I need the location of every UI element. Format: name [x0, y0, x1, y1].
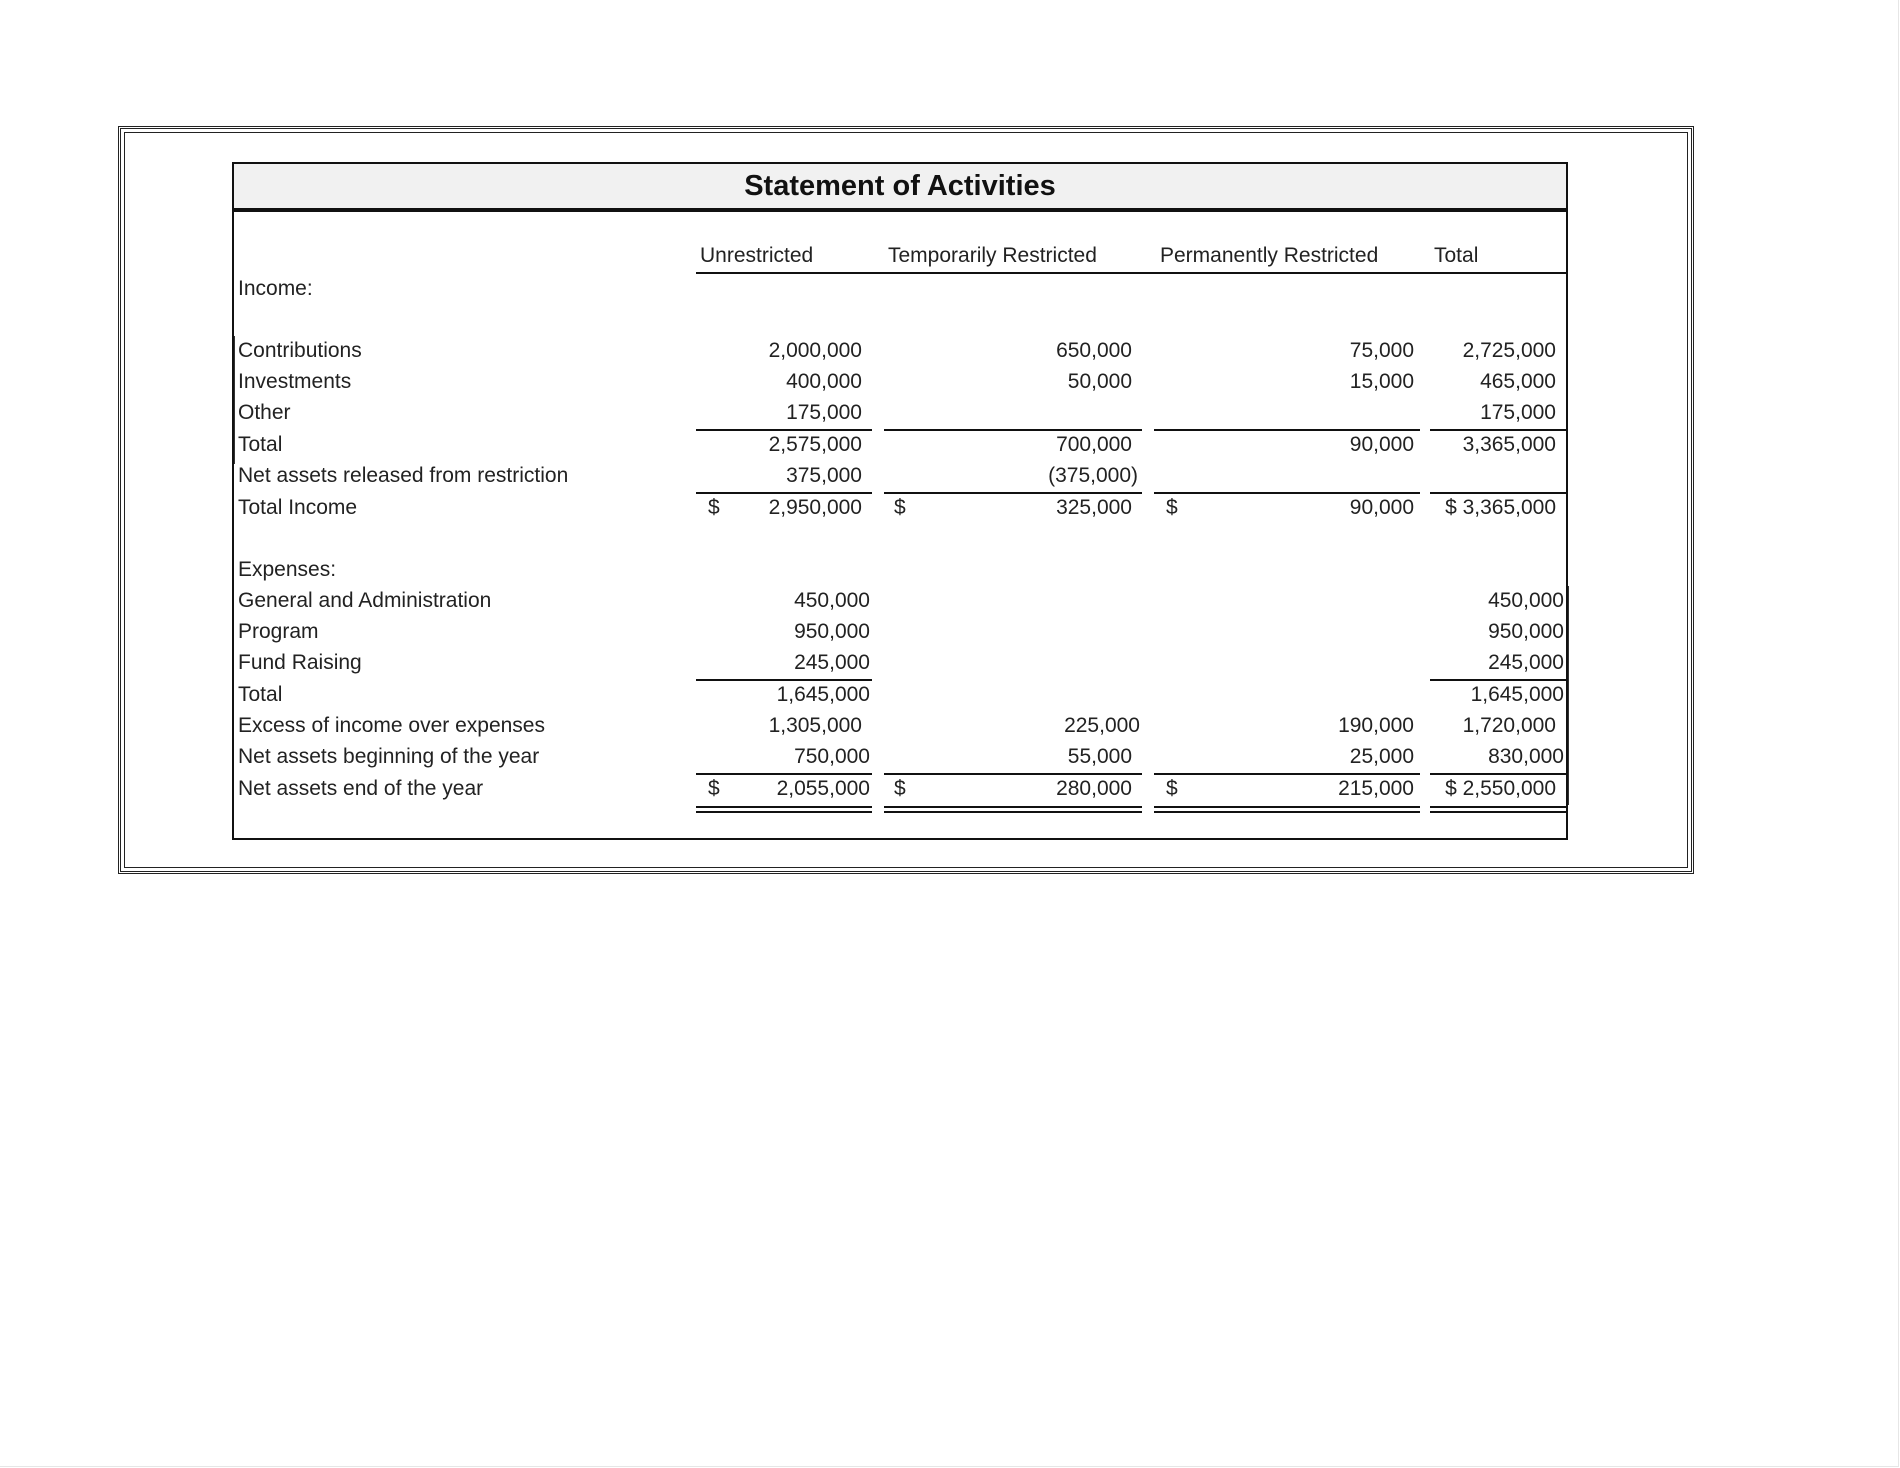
- row-label: Net assets released from restriction: [238, 464, 569, 487]
- cell-temporarily-restricted: 700,000: [1056, 433, 1132, 456]
- cell-total: 1,645,000: [1470, 683, 1564, 706]
- cell-permanently-restricted: 190,000: [1338, 714, 1414, 737]
- double-rule-total: [1430, 806, 1568, 813]
- cell-unrestricted: 1,305,000: [768, 714, 862, 737]
- cell-permanently-restricted: 75,000: [1349, 339, 1414, 362]
- row-label: Fund Raising: [238, 651, 362, 674]
- table-row: [234, 430, 1566, 461]
- cell-unrestricted: 2,575,000: [768, 433, 862, 456]
- cell-unrestricted: 450,000: [794, 589, 870, 612]
- cell-temporarily-restricted: 55,000: [1067, 745, 1132, 768]
- cell-total: 465,000: [1480, 370, 1556, 393]
- cell-temporarily-restricted: 650,000: [1056, 339, 1132, 362]
- cell-permanently-restricted: 90,000: [1349, 433, 1414, 456]
- double-rule-temporarily: [884, 806, 1142, 813]
- cell-unrestricted: 375,000: [786, 464, 862, 487]
- cell-unrestricted: 245,000: [794, 651, 870, 674]
- cell-temporarily-restricted: (375,000): [1048, 464, 1138, 487]
- cell-unrestricted: 950,000: [794, 620, 870, 643]
- row-label: Total Income: [238, 496, 358, 519]
- table-row: [234, 648, 1566, 679]
- cell-unrestricted: 400,000: [786, 370, 862, 393]
- dollar-sign: $: [894, 496, 906, 519]
- cell-total: 245,000: [1488, 651, 1564, 674]
- table-row: [234, 367, 1566, 398]
- cell-total: $ 3,365,000: [1445, 496, 1556, 519]
- dollar-sign: $: [708, 777, 720, 800]
- statement-sheet: [232, 162, 1568, 840]
- row-label: Other: [238, 401, 291, 424]
- cell-permanently-restricted: 25,000: [1349, 745, 1414, 768]
- cell-unrestricted: 750,000: [794, 745, 870, 768]
- cell-total: 830,000: [1488, 745, 1564, 768]
- cell-total: 2,725,000: [1462, 339, 1556, 362]
- row-label: General and Administration: [238, 589, 492, 612]
- table-row: [234, 680, 1566, 711]
- cell-permanently-restricted: 90,000: [1349, 496, 1414, 519]
- dollar-sign: $: [894, 777, 906, 800]
- cell-permanently-restricted: 215,000: [1338, 777, 1414, 800]
- cell-temporarily-restricted: 50,000: [1067, 370, 1132, 393]
- table-row: [234, 586, 1566, 617]
- cell-unrestricted: 1,645,000: [776, 683, 870, 706]
- row-label: Total: [238, 433, 283, 456]
- label-column-edge: [234, 336, 235, 464]
- row-label: Excess of income over expenses: [238, 714, 545, 737]
- cell-unrestricted: 2,000,000: [768, 339, 862, 362]
- cell-total: $ 2,550,000: [1445, 777, 1556, 800]
- cell-temporarily-restricted: 325,000: [1056, 496, 1132, 519]
- cell-total: 175,000: [1480, 401, 1556, 424]
- double-rule-unrestricted: [696, 806, 872, 813]
- table-row: [234, 398, 1566, 429]
- cell-temporarily-restricted: 280,000: [1056, 777, 1132, 800]
- cell-total: 1,720,000: [1462, 714, 1556, 737]
- table-row: [234, 617, 1566, 648]
- table-row: [234, 493, 1566, 524]
- cell-temporarily-restricted: 225,000: [1064, 714, 1140, 737]
- row-label: Investments: [238, 370, 352, 393]
- row-label: Total: [238, 683, 283, 706]
- expenses-heading-row: [234, 555, 1566, 586]
- income-heading: Income:: [238, 277, 313, 300]
- col-head-total: Total: [1434, 244, 1479, 267]
- cell-unrestricted: 175,000: [786, 401, 862, 424]
- col-head-unrestricted: Unrestricted: [700, 244, 814, 267]
- cell-total: 450,000: [1488, 589, 1564, 612]
- row-label: Program: [238, 620, 319, 643]
- cell-total: 3,365,000: [1462, 433, 1556, 456]
- table-row: [234, 461, 1566, 492]
- col-head-permanently-restricted: Permanently Restricted: [1160, 244, 1379, 267]
- table-row: [234, 336, 1566, 367]
- row-label: Contributions: [238, 339, 362, 362]
- table-row: [234, 774, 1566, 805]
- dollar-sign: $: [708, 496, 720, 519]
- row-label: Net assets beginning of the year: [238, 745, 540, 768]
- table-row: [234, 711, 1566, 742]
- col-head-temporarily-restricted: Temporarily Restricted: [888, 244, 1097, 267]
- double-rule-permanently: [1154, 806, 1420, 813]
- dollar-sign: $: [1166, 496, 1178, 519]
- dollar-sign: $: [1166, 777, 1178, 800]
- cell-total: 950,000: [1488, 620, 1564, 643]
- expenses-heading: Expenses:: [238, 558, 337, 581]
- cell-unrestricted: 2,055,000: [776, 777, 870, 800]
- income-heading-row: [234, 274, 1566, 305]
- cell-unrestricted: 2,950,000: [768, 496, 862, 519]
- table-row: [234, 742, 1566, 773]
- row-label: Net assets end of the year: [238, 777, 484, 800]
- cell-permanently-restricted: 15,000: [1349, 370, 1414, 393]
- statement-title: Statement of Activities: [234, 164, 1566, 212]
- total-column-edge: [1568, 586, 1569, 805]
